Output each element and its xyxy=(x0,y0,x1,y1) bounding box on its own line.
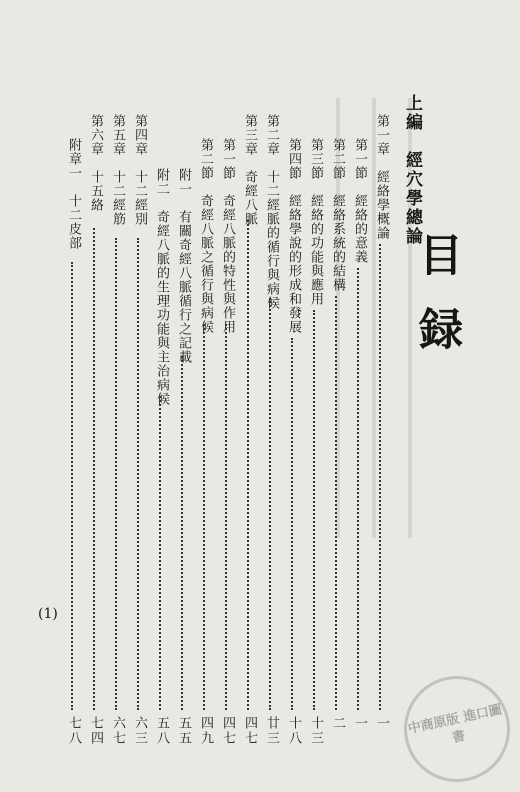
dot-leader xyxy=(71,262,73,710)
page-title: 目録 xyxy=(411,232,462,380)
toc-entry: 第五章 十二經筋 xyxy=(110,114,125,226)
seller-stamp: 中商原版 進口圖書 xyxy=(394,666,520,792)
part-heading: 上編 經穴學總論 xyxy=(402,94,422,246)
page-number: 七八 xyxy=(66,716,81,746)
page-number: 六七 xyxy=(110,716,125,746)
page-number: 五八 xyxy=(154,716,169,746)
page-number: 廿三 xyxy=(264,716,279,746)
dot-leader xyxy=(203,324,205,710)
dot-leader xyxy=(181,356,183,710)
dot-leader xyxy=(247,220,249,710)
page-number: 十八 xyxy=(286,716,301,746)
dot-leader xyxy=(335,296,337,710)
toc-entry: 附二 奇經八脈的生理功能與主治病候 xyxy=(154,168,169,406)
dot-leader xyxy=(93,228,95,710)
toc-entry: 第二章 十二經脈的循行與病候 xyxy=(264,114,279,310)
toc-entry: 第二節 經絡系統的結構 xyxy=(330,138,345,292)
toc-entry: 第四節 經絡學說的形成和發展 xyxy=(286,138,301,334)
dot-leader xyxy=(137,238,139,710)
dot-leader xyxy=(291,338,293,710)
page-number: 一 xyxy=(352,716,367,731)
page-number: 二 xyxy=(330,716,345,731)
page-marker: (1) xyxy=(38,606,58,622)
toc-entry: 第四章 十二經別 xyxy=(132,114,147,226)
dot-leader xyxy=(225,324,227,710)
page-number: 四七 xyxy=(220,716,235,746)
dot-leader xyxy=(379,244,381,710)
dot-leader xyxy=(159,396,161,710)
toc-entry: 第一節 經絡的意義 xyxy=(352,138,367,264)
dot-leader xyxy=(357,268,359,710)
toc-entry: 第一節 奇經八脈的特性與作用 xyxy=(220,138,235,334)
page-number: 十三 xyxy=(308,716,323,746)
toc-entry: 第六章 十五絡 xyxy=(88,114,103,212)
toc-entry: 第一章 經絡學概論 xyxy=(374,114,389,240)
dot-leader xyxy=(313,310,315,710)
page-number: 七四 xyxy=(88,716,103,746)
dot-leader xyxy=(115,238,117,710)
page-number: 四九 xyxy=(198,716,213,746)
toc-entry: 第三章 奇經八脈 xyxy=(242,114,257,226)
toc-entry: 附一 有關奇經八脈循行之記載 xyxy=(176,168,191,364)
toc-entry: 第二節 奇經八脈之循行與病候 xyxy=(198,138,213,334)
page-number: 五五 xyxy=(176,716,191,746)
page-number: 六三 xyxy=(132,716,147,746)
dot-leader xyxy=(269,298,271,710)
page-number: 一 xyxy=(374,716,389,731)
toc-entry: 第三節 經絡的功能與應用 xyxy=(308,138,323,306)
page-number: 四七 xyxy=(242,716,257,746)
toc-entry: 附章一 十二皮部 xyxy=(66,138,81,250)
